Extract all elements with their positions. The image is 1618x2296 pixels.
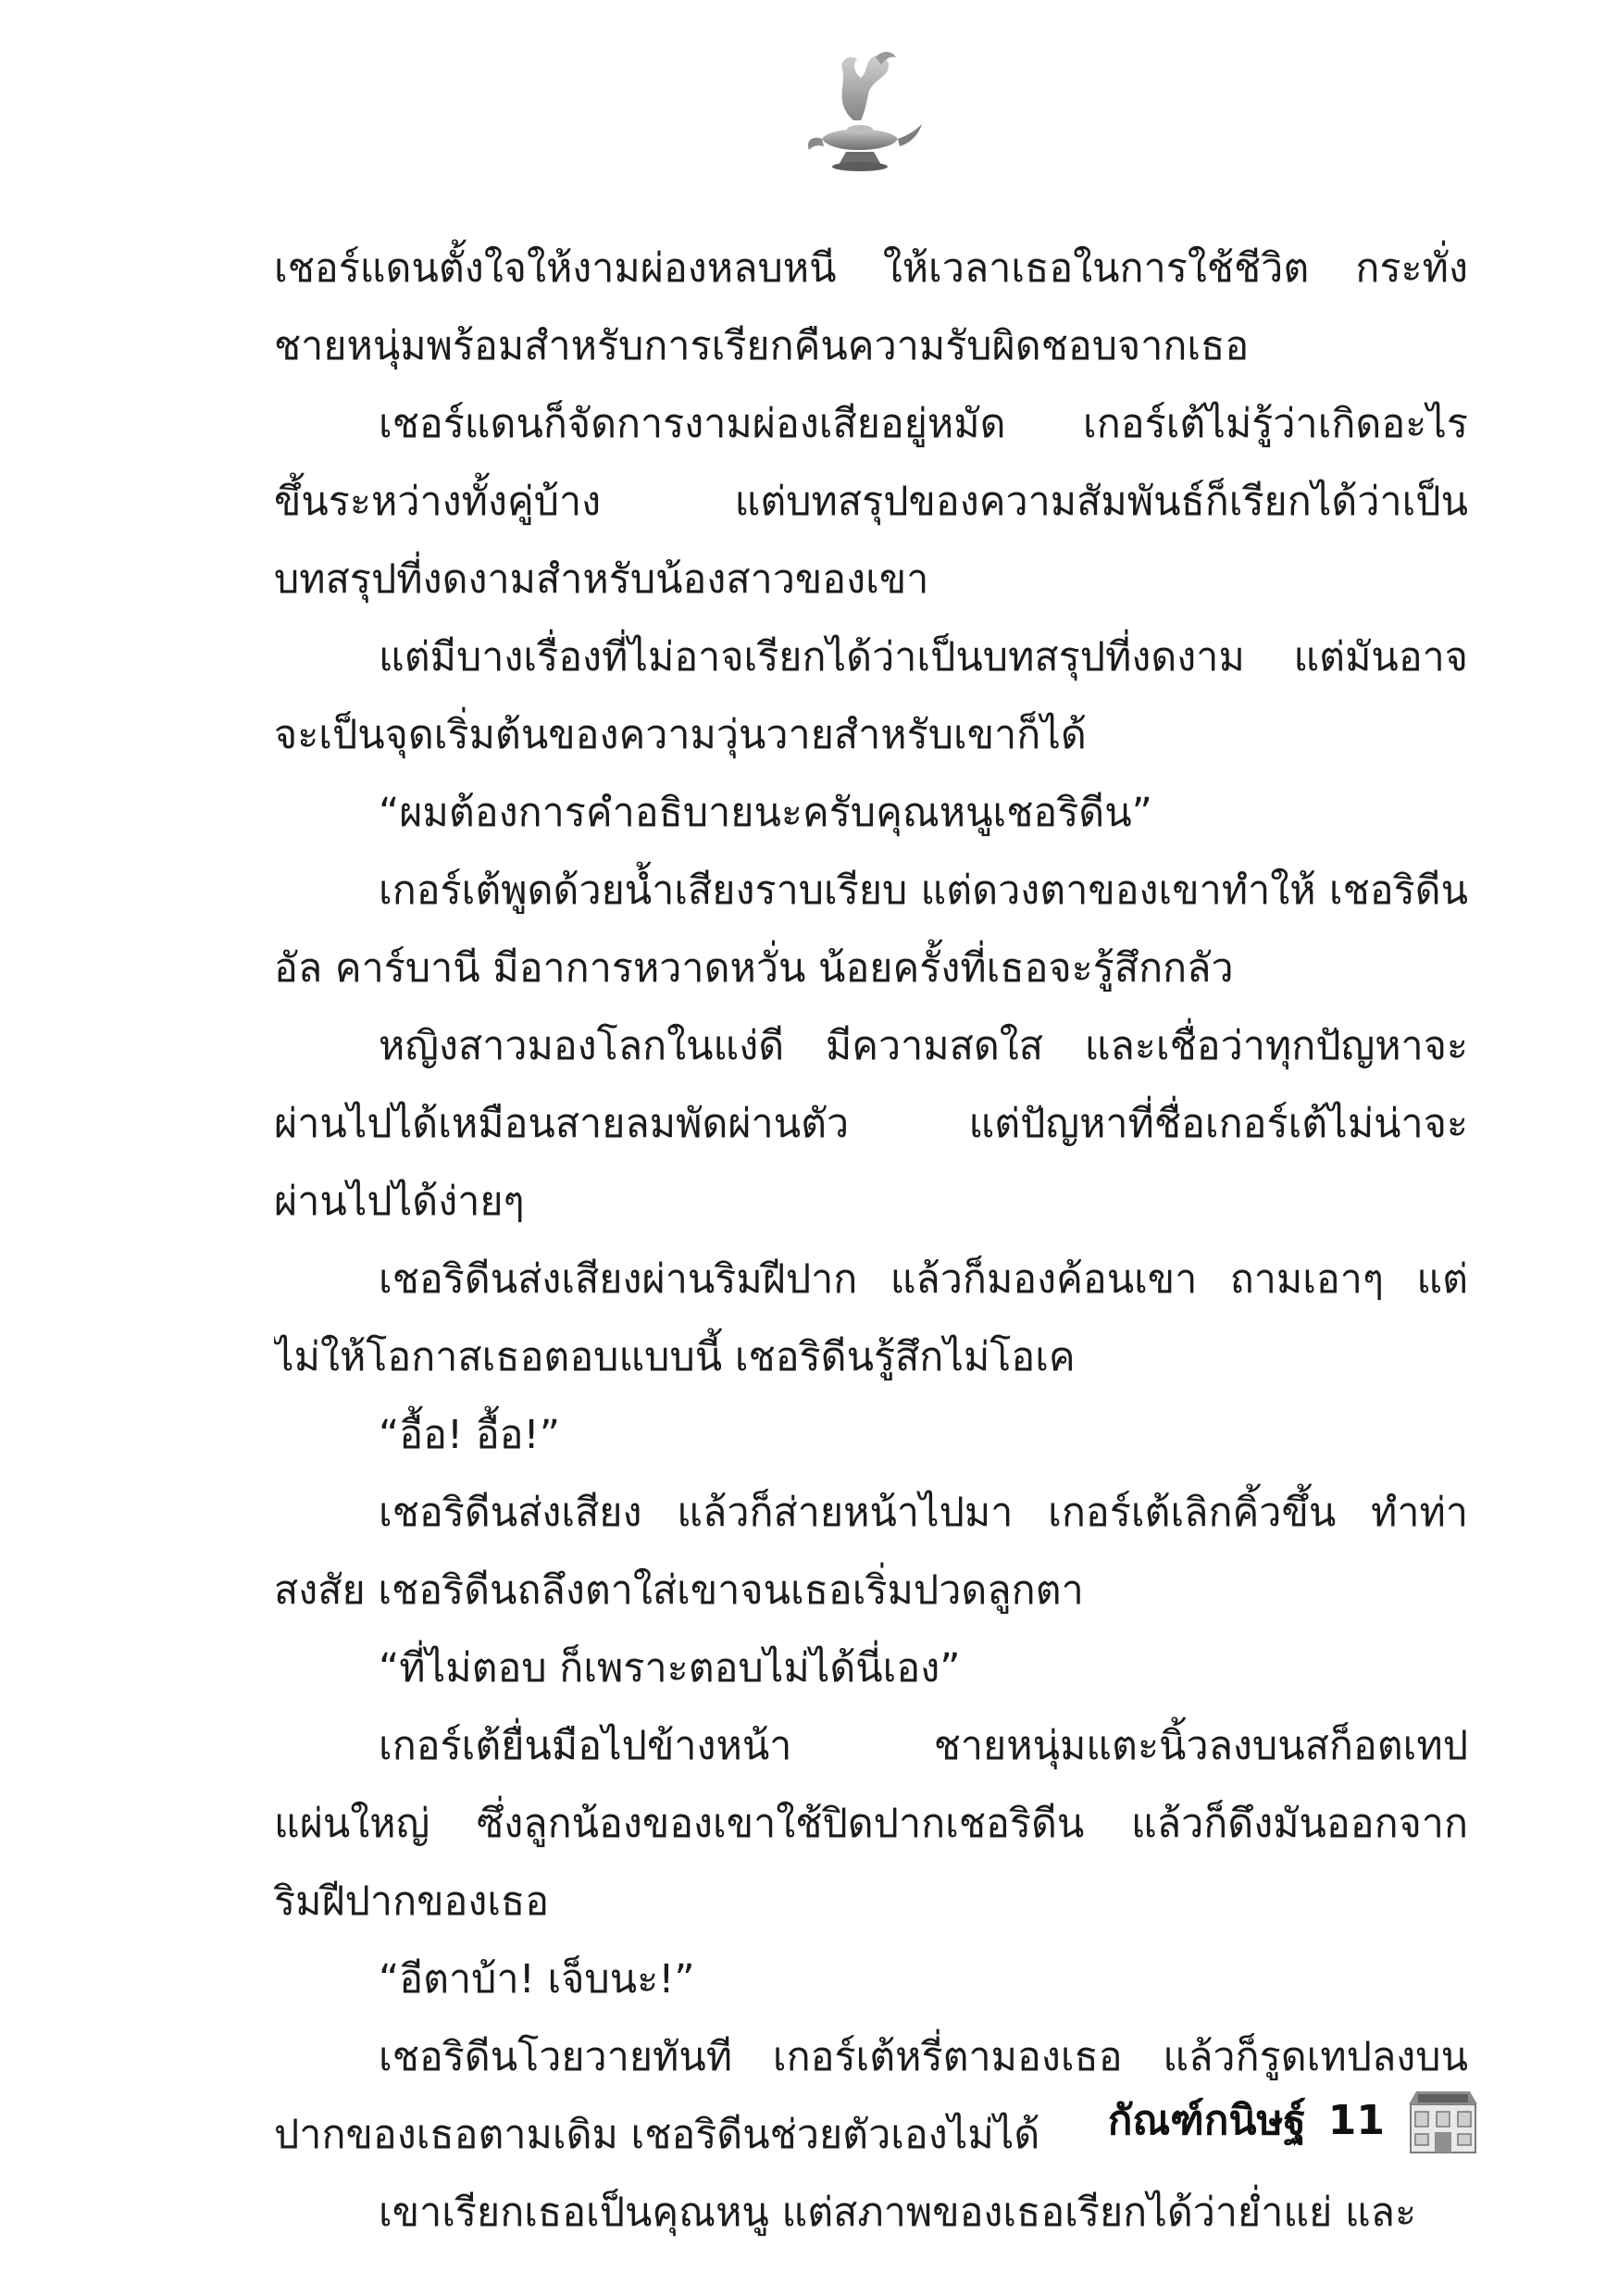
text-line: เชอริดีนส่งเสียง แล้วก็ส่ายหน้าไปมา เกอร์เต้เลิกคิ้วขึ้น ทำท่า (379, 1490, 1468, 1536)
text-line: ขึ้นระหว่างทั้งคู่บ้าง แต่บทสรุปของความสัมพันธ์ก็เรียกได้ว่าเป็น (274, 479, 1468, 525)
text-line: แผ่นใหญ่ ซึ่งลูกน้องของเขาใช้ปิดปากเชอริดีน แล้วก็ดึงมันออกจาก (274, 1801, 1468, 1847)
page-footer (1108, 2078, 1479, 2162)
text-line: หญิงสาวมองโลกในแง่ดี มีความสดใส และเชื่อว่าทุกปัญหาจะ (379, 1023, 1468, 1069)
text-line: สงสัย เชอริดีนถลึงตาใส่เขาจนเธอเริ่มปวดลูกตา (274, 1567, 1084, 1614)
text-line: จะเป็นจุดเริ่มต้นของความวุ่นวายสำหรับเขาก็ได้ (274, 712, 1087, 758)
page-number: 11 (1327, 2096, 1385, 2144)
text-line: ผ่านไปได้เหมือนสายลมพัดผ่านตัว แต่ปัญหาที่ชื่อเกอร์เต้ไม่น่าจะ (274, 1101, 1468, 1147)
text-line: อัล คาร์บานี มีอาการหวาดหวั่น น้อยครั้งที่เธอจะรู้สึกกลัว (274, 945, 1234, 992)
text-line: เกอร์เต้ยื่นมือไปข้างหน้า ชายหนุ่มแตะนิ้วลงบนสก็อตเทป (379, 1723, 1468, 1769)
body-text (274, 230, 1468, 2252)
text-line: ชายหนุ่มพร้อมสำหรับการเรียกคืนความรับผิดชอบจากเธอ (274, 323, 1250, 369)
text-line: เขาเรียกเธอเป็นคุณหนู แต่สภาพของเธอเรียกได้ว่าย่ำแย่ และ (379, 2190, 1417, 2236)
storefront-logo-icon (1407, 2084, 1479, 2156)
text-line: ปากของเธอตามเดิม เชอริดีนช่วยตัวเองไม่ได้ (274, 2112, 1040, 2158)
text-line: แต่มีบางเรื่องที่ไม่อาจเรียกได้ว่าเป็นบทสรุปที่งดงาม แต่มันอาจ (379, 634, 1468, 680)
text-line: เกอร์เต้พูดด้วยน้ำเสียงราบเรียบ แต่ดวงตาของเขาทำให้ เชอริดีน (379, 867, 1468, 914)
text-line: เชอร์แดนตั้งใจให้งามผ่องหลบหนี ให้เวลาเธอในการใช้ชีวิต กระทั่ง (274, 245, 1468, 292)
text-line: “อื้อ! อื้อ!” (379, 1412, 560, 1458)
text-line: เชอร์แดนก็จัดการงามผ่องเสียอยู่หมัด เกอร์เต้ไม่รู้ว่าเกิดอะไร (379, 401, 1468, 447)
text-line: เชอริดีนโวยวายทันที เกอร์เต้หรี่ตามองเธอ แล้วก็รูดเทปลงบน (379, 2034, 1468, 2080)
genie-lamp-icon (796, 46, 926, 185)
footer-book-title: กัณฑ์กนิษฐ์ (1107, 2097, 1306, 2144)
text-line: “อีตาบ้า! เจ็บนะ!” (379, 1956, 695, 2003)
text-line: “ผมต้องการคำอธิบายนะครับคุณหนูเชอริดีน” (379, 790, 1152, 836)
text-line: ไม่ให้โอกาสเธอตอบแบบนี้ เชอริดีนรู้สึกไม่โอเค (274, 1334, 1076, 1380)
text-line: “ที่ไม่ตอบ ก็เพราะตอบไม่ได้นี่เอง” (379, 1645, 961, 1691)
text-line: ริมฝีปากของเธอ (274, 1878, 550, 1925)
text-line: เชอริดีนส่งเสียงผ่านริมฝีปาก แล้วก็มองค้อนเขา ถามเอาๆ แต่ (379, 1256, 1468, 1303)
text-line: บทสรุปที่งดงามสำหรับน้องสาวของเขา (274, 556, 929, 603)
text-line: ผ่านไปได้ง่ายๆ (274, 1179, 525, 1225)
